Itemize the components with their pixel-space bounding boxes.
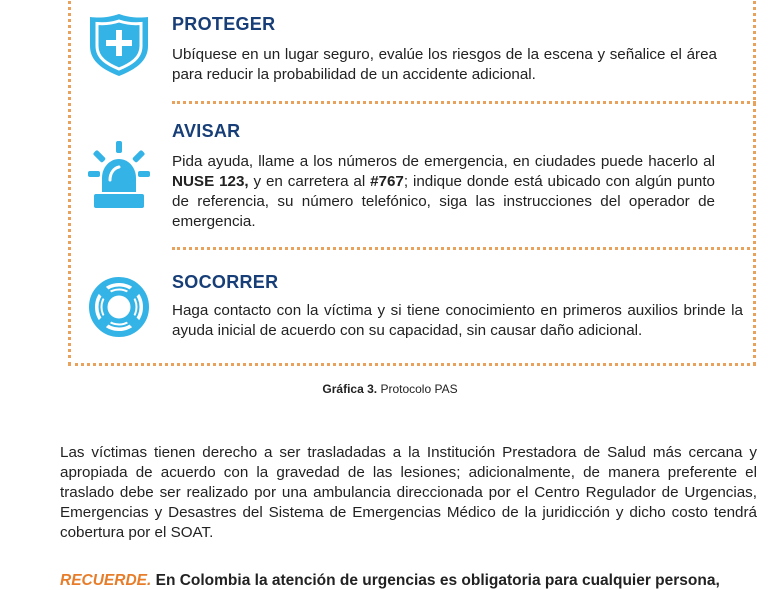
figure-caption bbox=[0, 382, 780, 396]
section-title-proteger: PROTEGER bbox=[172, 14, 276, 34]
section-divider bbox=[172, 101, 756, 104]
siren-icon bbox=[88, 140, 150, 210]
section-divider bbox=[172, 247, 756, 250]
reminder-keyword: RECUERDE. bbox=[60, 572, 152, 589]
avisar-text-part3: ; indique donde está ubicado con algún punto de referencia, su número telefónico, siga las instrucciones del operador de emergencia. bbox=[172, 173, 715, 230]
road-number: #767 bbox=[370, 173, 404, 190]
section-text-proteger: Ubíquese en un lugar seguro, evalúe los riesgos de la escena y señalice el área para reducir la probabilidad de un accidente adicional. bbox=[172, 46, 717, 83]
body-paragraph: Las víctimas tienen derecho a ser trasladadas a la Institución Prestadora de Salud más cercana y apropiada de acuerdo con la gravedad de las lesiones; adicionalmente, de manera preferente el traslado debe ser realizado por una ambulancia direccionada por el Centro Regulador de Urgencias, Emergencias y Desastres del Sistema de Emergencias Médico de la juridicción y dicho costo tendrá cobertura por el SOAT. bbox=[60, 444, 757, 541]
caption-label: Gráfica 3. bbox=[322, 382, 378, 396]
shield-plus-icon bbox=[88, 12, 150, 78]
nuse-number: NUSE 123, bbox=[172, 173, 249, 190]
section-text-socorrer: Haga contacto con la víctima y si tiene conocimiento en primeros auxilios brinde la ayuda inicial de acuerdo con su capacidad, sin causar daño adicional. bbox=[172, 302, 743, 339]
avisar-text-part2: y en carretera al bbox=[248, 173, 371, 190]
caption-text: Protocolo PAS bbox=[377, 382, 458, 396]
avisar-text-part1: Pida ayuda, llame a los números de emergencia, en ciudades puede hacerlo al bbox=[172, 153, 715, 170]
reminder-line bbox=[60, 572, 760, 590]
reminder-text: En Colombia la atención de urgencias es obligatoria para cualquier persona, bbox=[151, 572, 720, 589]
lifebuoy-icon bbox=[88, 276, 150, 338]
section-title-socorrer: SOCORRER bbox=[172, 272, 279, 292]
section-title-avisar: AVISAR bbox=[172, 121, 241, 141]
section-text-avisar bbox=[172, 152, 715, 232]
